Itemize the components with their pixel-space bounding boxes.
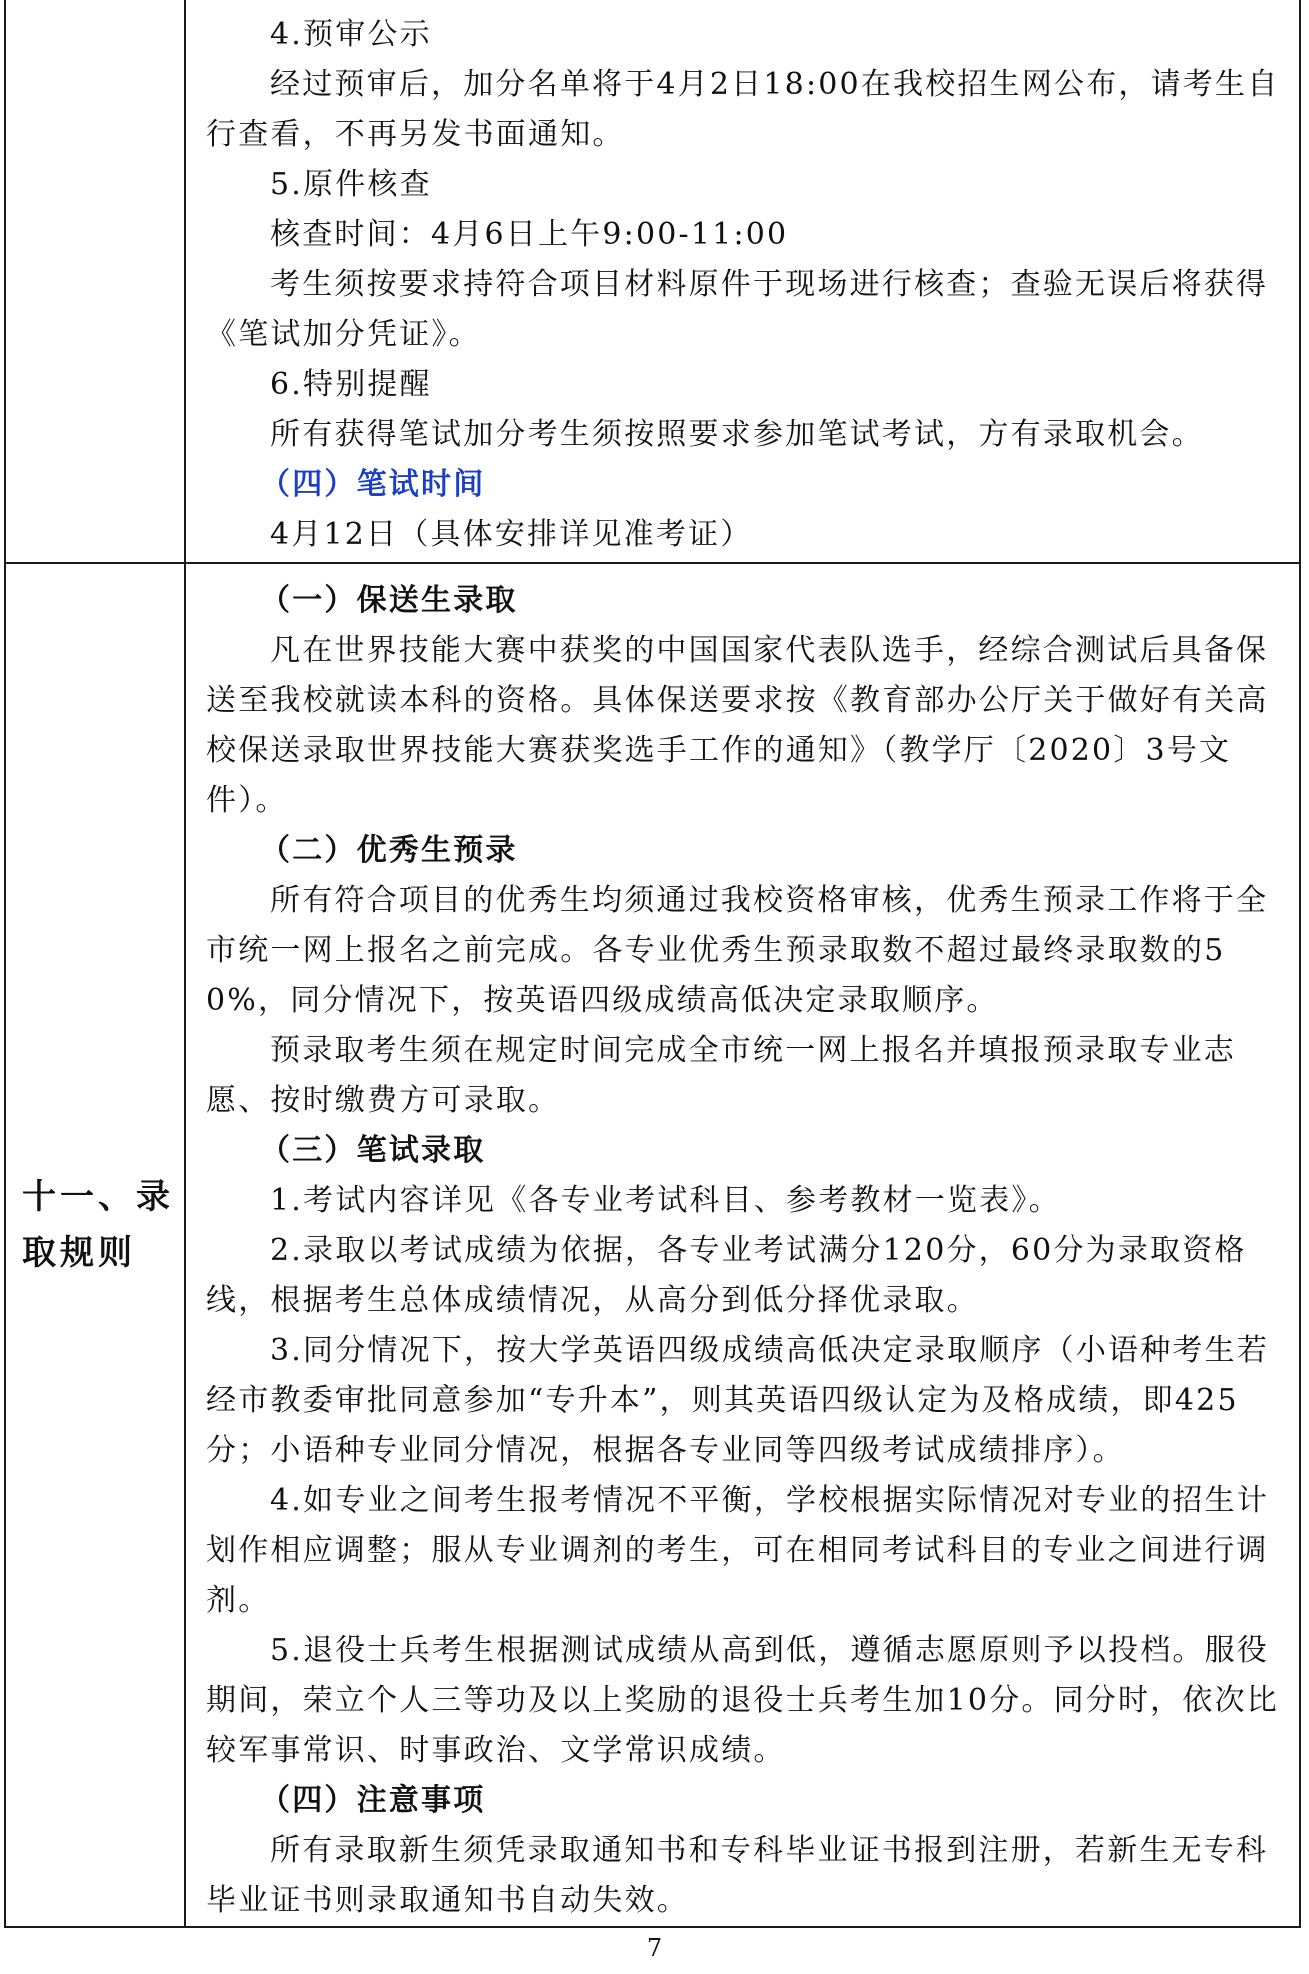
- paragraph-prereview-text: 经过预审后，加分名单将于4月2日18:00在我校招生网公布，请考生自行查看，不再另发书面通知。: [206, 67, 1280, 152]
- table-row-exam-schedule: [5, 0, 1300, 563]
- section-label-admission-rules: 十一、录取规则: [22, 1177, 174, 1273]
- table-row-admission-rules: [5, 563, 1300, 1927]
- paragraph-check-time: 核查时间：4月6日上午9:00-11:00: [270, 217, 789, 252]
- paragraph-pre-admission-registration: 预录取考生须在规定时间完成全市统一网上报名并填报预录取专业志愿、按时缴费方可录取。: [206, 1033, 1236, 1118]
- row-label-cell-empty: [5, 0, 185, 563]
- paragraph-original-check-heading: 5.原件核查: [270, 167, 432, 202]
- paragraph-check-text: 考生须按要求持符合项目材料原件于现场进行核查；查验无误后将获得《笔试加分凭证》。: [206, 267, 1269, 352]
- page-number: 7: [646, 1934, 663, 1962]
- row-content-cell: [185, 0, 1300, 563]
- paragraph-notes-text: 所有录取新生须凭录取通知书和专科毕业证书报到注册，若新生无专科毕业证书则录取通知书自动失效。: [206, 1833, 1269, 1918]
- section-heading-exam-time: （四）笔试时间: [260, 467, 486, 502]
- row-label-cell: [5, 563, 185, 1927]
- paragraph-rule-2: 2.录取以考试成绩为依据，各专业考试满分120分，60分为录取资格线，根据考生总体成绩情况，从高分到低分择优录取。: [206, 1233, 1247, 1318]
- paragraph-rule-5: 5.退役士兵考生根据测试成绩从高到低，遵循志愿原则予以投档。服役期间，荣立个人三等功及以上奖励的退役士兵考生加10分。同分时，依次比较军事常识、时事政治、文学常识成绩。: [206, 1633, 1279, 1768]
- section-heading-recommended: （一）保送生录取: [260, 583, 518, 618]
- paragraph-rule-1: 1.考试内容详见《各专业考试科目、参考教材一览表》。: [270, 1183, 1061, 1218]
- paragraph-rule-3: 3.同分情况下，按大学英语四级成绩高低决定录取顺序（小语种考生若经市教委审批同意参加“专升本”，则其英语四级认定为及格成绩，即425分；小语种专业同分情况，根据各专业同等四级考试成绩排序）。: [206, 1333, 1270, 1468]
- row-content-cell: [185, 563, 1300, 1927]
- section-heading-notes: （四）注意事项: [260, 1783, 486, 1818]
- paragraph-pre-admission-text: 所有符合项目的优秀生均须通过我校资格审核，优秀生预录工作将于全市统一网上报名之前完成。各专业优秀生预录取数不超过最终录取数的50%，同分情况下，按英语四级成绩高低决定录取顺序。: [206, 883, 1269, 1018]
- section-heading-written-exam-admission: （三）笔试录取: [260, 1133, 486, 1168]
- paragraph-rule-4: 4.如专业之间考生报考情况不平衡，学校根据实际情况对专业的招生计划作相应调整；服从专业调剂的考生，可在相同考试科目的专业之间进行调剂。: [206, 1483, 1270, 1618]
- paragraph-reminder-heading: 6.特别提醒: [270, 367, 432, 402]
- section-heading-pre-admission: （二）优秀生预录: [260, 833, 518, 868]
- paragraph-prereview-heading: 4.预审公示: [270, 17, 432, 52]
- paragraph-recommended-text: 凡在世界技能大赛中获奖的中国国家代表队选手，经综合测试后具备保送至我校就读本科的资格。具体保送要求按《教育部办公厅关于做好有关高校保送录取世界技能大赛获奖选手工作的通知》（教学厅〔2020〕3号文件）。: [206, 633, 1269, 818]
- admission-rules-table: [4, 0, 1301, 1928]
- paragraph-reminder-text: 所有获得笔试加分考生须按照要求参加笔试考试，方有录取机会。: [270, 417, 1204, 452]
- paragraph-exam-date: 4月12日（具体安排详见准考证）: [270, 517, 753, 552]
